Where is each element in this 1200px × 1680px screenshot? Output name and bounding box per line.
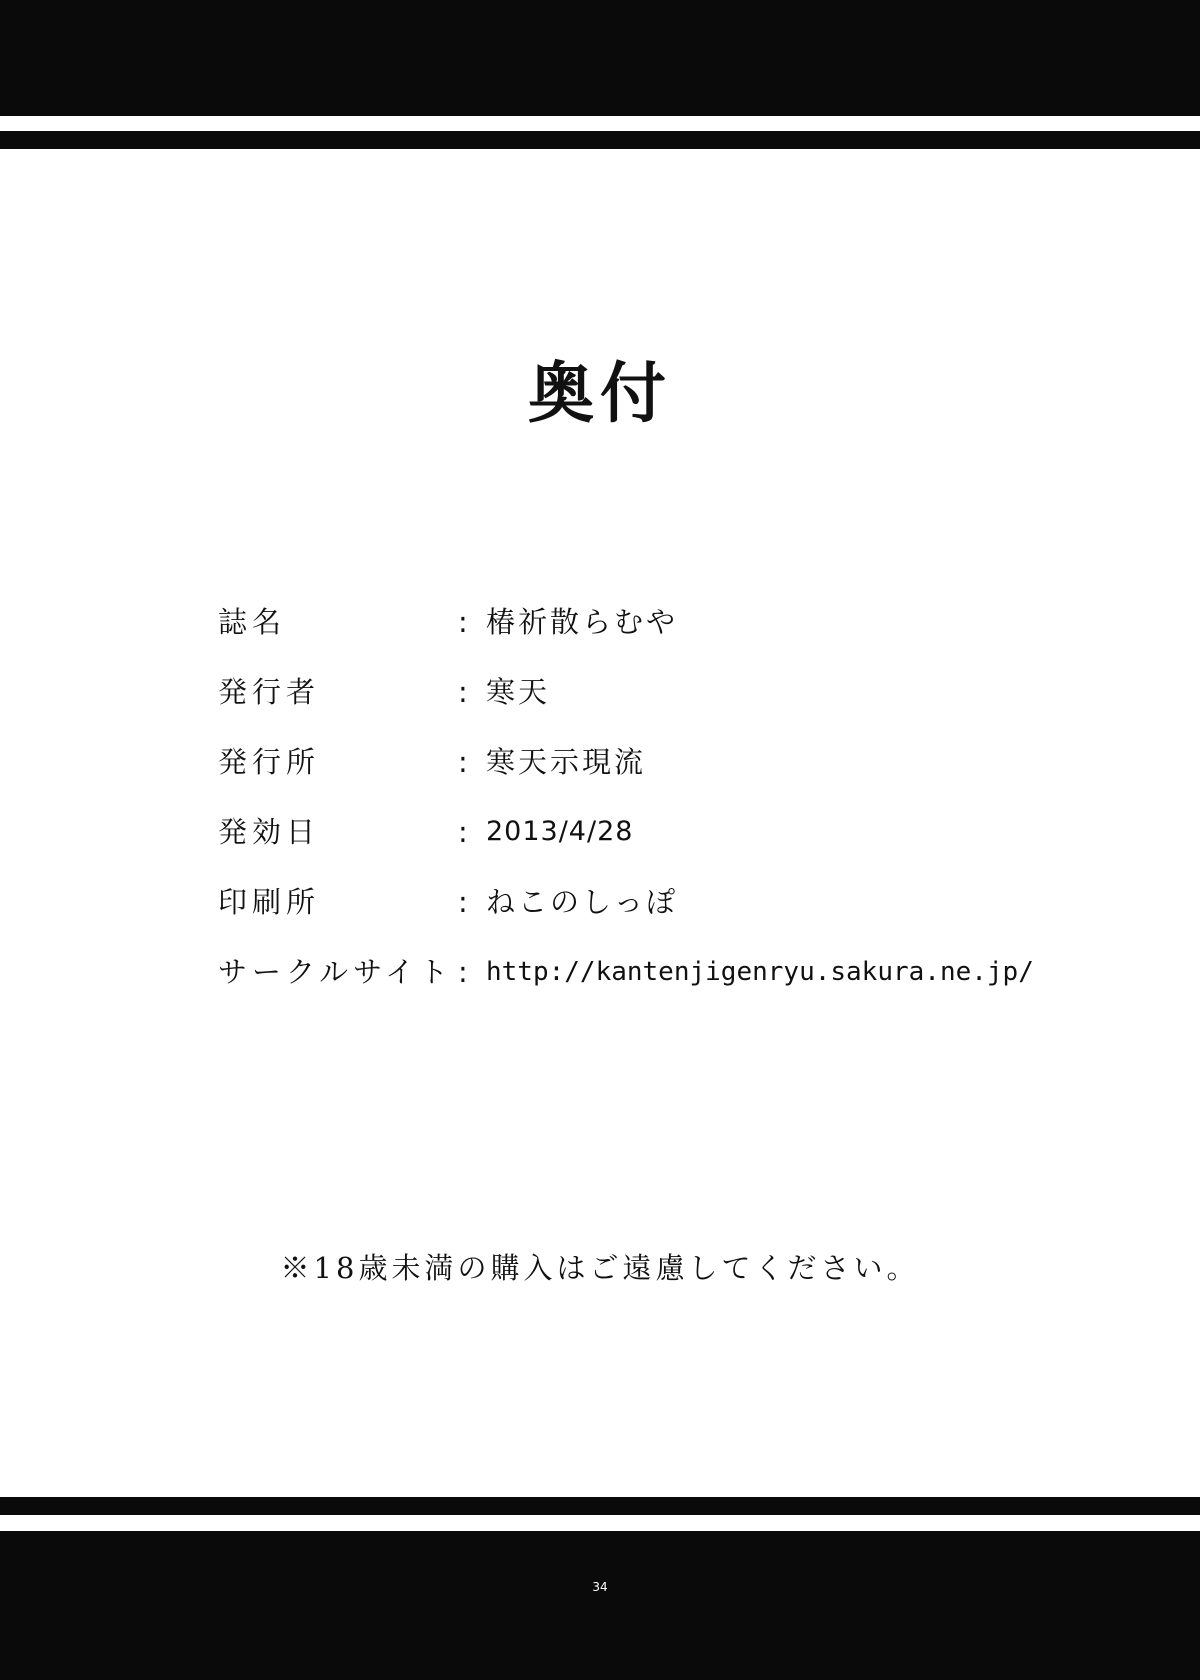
- colophon-table: [218, 596, 1034, 1016]
- colophon-label: サークルサイト: [218, 955, 454, 989]
- colophon-value: 椿祈散らむや: [486, 605, 679, 639]
- page-title: 奥付: [528, 354, 672, 432]
- colophon-separator: :: [458, 815, 468, 849]
- colophon-row-website: [218, 946, 1034, 1016]
- colophon-value: 寒天: [486, 675, 551, 709]
- top-black-band: [0, 0, 1200, 116]
- colophon-row-title: [218, 596, 978, 666]
- colophon-value: ねこのしっぽ: [486, 885, 679, 919]
- colophon-value: 寒天示現流: [486, 745, 647, 779]
- colophon-label: 発行者: [218, 675, 321, 709]
- colophon-separator: :: [458, 955, 468, 989]
- bottom-black-band: [0, 1531, 1200, 1680]
- colophon-value: 2013/4/28: [486, 816, 634, 847]
- bottom-rule-line: [0, 1497, 1200, 1515]
- colophon-label: 誌名: [218, 605, 287, 639]
- colophon-label: 印刷所: [218, 885, 321, 919]
- colophon-label: 発効日: [218, 815, 321, 849]
- colophon-row-publisher: [218, 666, 978, 736]
- colophon-separator: :: [458, 605, 468, 639]
- colophon-separator: :: [458, 885, 468, 919]
- colophon-row-date: [218, 806, 978, 876]
- colophon-separator: :: [458, 675, 468, 709]
- age-notice: ※18歳未満の購入はご遠慮してください。: [280, 1251, 920, 1285]
- top-rule-line: [0, 131, 1200, 149]
- colophon-separator: :: [458, 745, 468, 779]
- colophon-row-printer: [218, 876, 978, 946]
- colophon-row-publishing-house: [218, 736, 978, 806]
- page-number: 34: [592, 1580, 608, 1594]
- website-url: http://kantenjigenryu.sakura.ne.jp/: [486, 957, 1034, 987]
- colophon-label: 発行所: [218, 745, 321, 779]
